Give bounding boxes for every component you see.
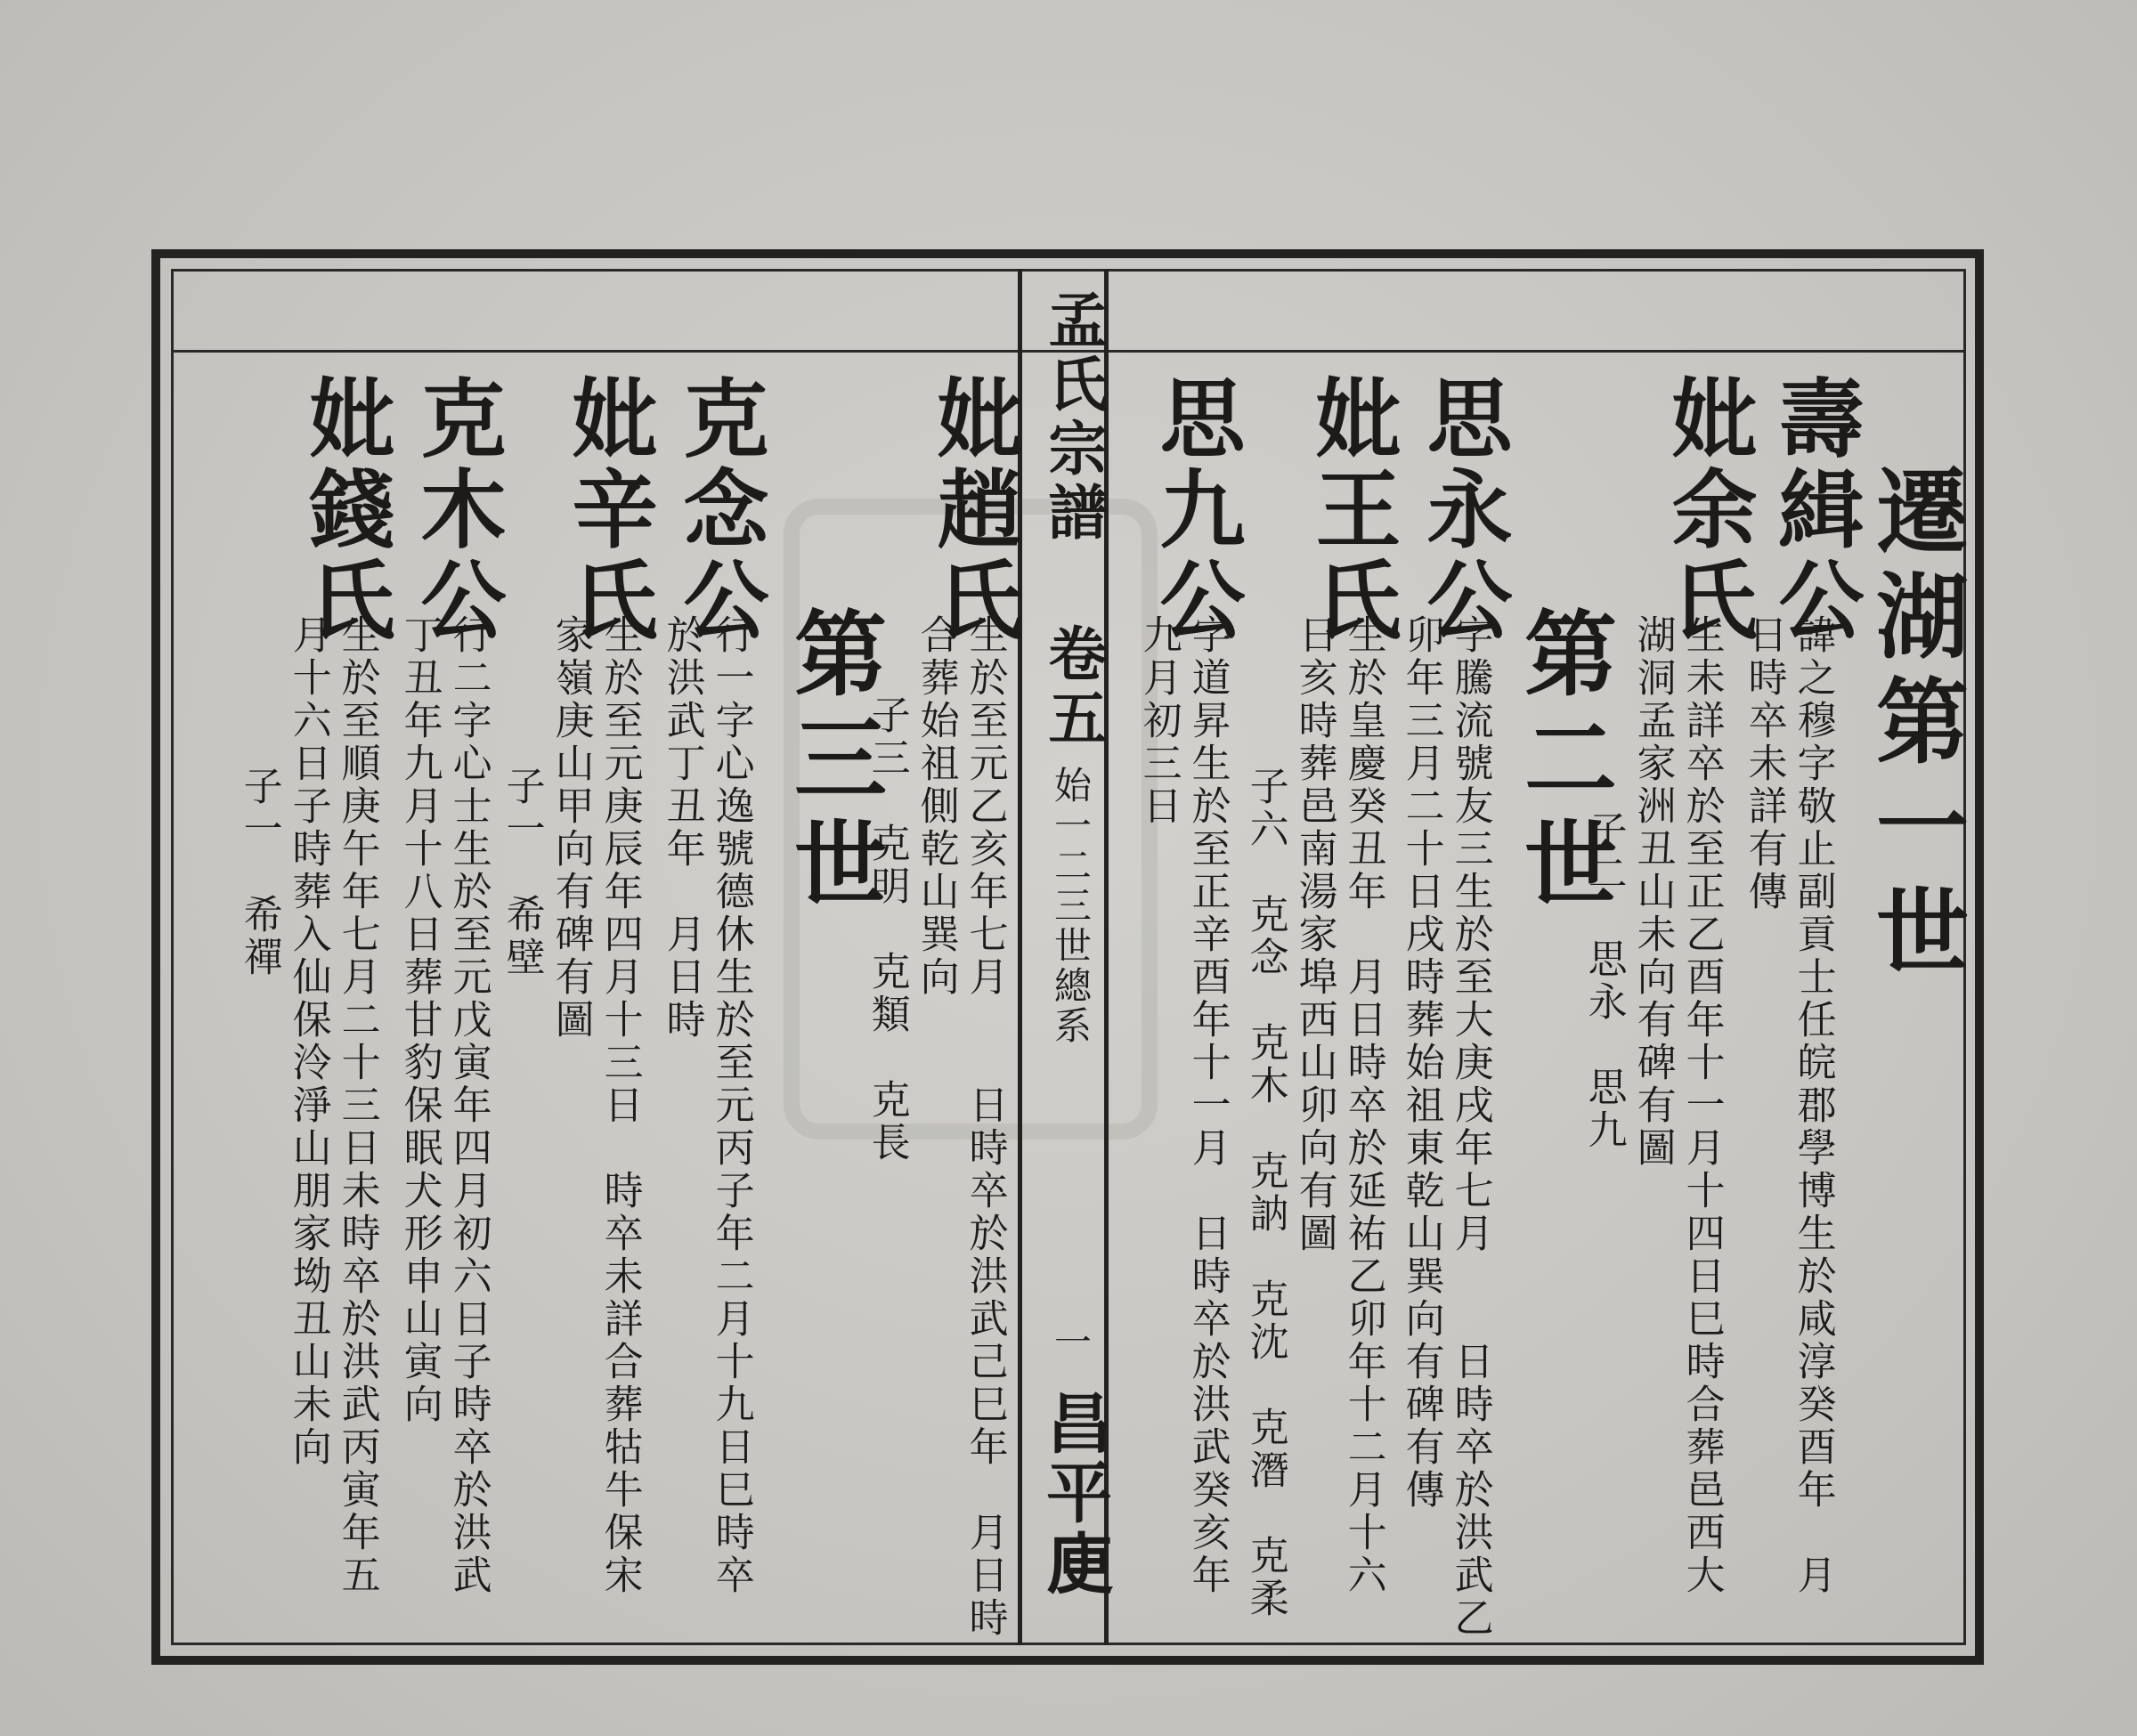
entry-note: 生於至順庚午年七月二十三日未時卒於洪武丙寅年五 xyxy=(334,614,380,1597)
section-title-gen1: 遷湖第一世 xyxy=(1860,463,1970,988)
section-title-gen2: 第二世 xyxy=(1508,605,1618,921)
entry-note: 諱之穆字敬止副貢士任皖郡學博生於咸淳癸酉年 月 xyxy=(1790,614,1836,1597)
entry-name: 壽緝公 xyxy=(1765,374,1865,646)
entry-note: 合葬始祖側乾山巽向 xyxy=(913,614,959,999)
entry-note: 九月初三日 xyxy=(1135,614,1182,828)
entry-note: 字道昇生於至正辛酉年十一月 日時卒於洪武癸亥年 xyxy=(1184,614,1231,1597)
children-list: 子一 希壁 xyxy=(499,766,545,979)
entry-name: 妣王氏 xyxy=(1302,374,1402,646)
entry-name: 妣辛氏 xyxy=(558,374,659,646)
entry-note: 於洪武丁丑年 月日時 xyxy=(659,614,705,1042)
entry-name: 思永公 xyxy=(1413,374,1514,646)
entry-name: 妣余氏 xyxy=(1658,374,1759,646)
entry-note: 卯年三月二十日戌時葬始祖東乾山巽向有碑有傳 xyxy=(1398,614,1444,1512)
hall-name: 昌平𢈔 xyxy=(1036,1389,1112,1597)
entry-note: 生於至元庚辰年四月十三日 時卒未詳合葬牯牛保宋 xyxy=(597,614,643,1597)
entry-name: 思九公 xyxy=(1146,374,1247,646)
children-list: 子二 思永 思九 xyxy=(1580,810,1627,1152)
entry-name: 克木公 xyxy=(407,374,508,646)
entry-name: 妣錢氏 xyxy=(296,374,396,646)
children-list: 子三 克明 克類 克長 xyxy=(864,694,910,1164)
entry-note: 生於皇慶癸丑年 月日時卒於延祐乙卯年十二月十六 xyxy=(1340,614,1386,1597)
volume-label: 卷五 xyxy=(1038,623,1108,751)
section-label: 始一二三世總系 xyxy=(1049,766,1093,1046)
entry-note: 日時卒未詳有傳 xyxy=(1741,614,1787,913)
section-title-gen3: 第三世 xyxy=(778,605,888,921)
page-number: 一 xyxy=(1049,1322,1093,1362)
entry-note: 湖洞孟家洲丑山未向有碑有圖 xyxy=(1629,614,1676,1170)
entry-name: 妣趙氏 xyxy=(923,374,1024,646)
entry-note: 丁丑年九月十八日葬甘豹保眠犬形申山寅向 xyxy=(396,614,443,1426)
children-list: 子一 希禪 xyxy=(236,766,282,979)
entry-note: 行一字心逸號德休生於至元丙子年二月十九日巳時卒 xyxy=(708,614,754,1597)
entry-name: 克念公 xyxy=(670,374,770,646)
entry-note: 生未詳卒於至正乙酉年十一月十四日巳時合葬邑西大 xyxy=(1678,614,1725,1597)
entry-note: 行二字心士生於至元戊寅年四月初六日子時卒於洪武 xyxy=(445,614,492,1597)
entry-note: 生於至元乙亥年七月 日時卒於洪武己巳年 月日時 xyxy=(962,614,1008,1640)
entry-note: 家嶺庚山甲向有碑有圖 xyxy=(548,614,594,1042)
children-list: 子六 克念 克木 克訥 克沈 克潛 克柔 xyxy=(1242,766,1288,1620)
entry-note: 日亥時葬邑南湯家埠西山卯向有圖 xyxy=(1291,614,1337,1255)
entry-note: 月十六日子時葬入仙保泠淨山朋家坳丑山未向 xyxy=(285,614,331,1469)
entry-note: 字騰流號友三生於至大庚戌年七月 日時卒於洪武乙 xyxy=(1447,614,1493,1640)
book-title: 孟氏宗譜 xyxy=(1038,289,1108,546)
